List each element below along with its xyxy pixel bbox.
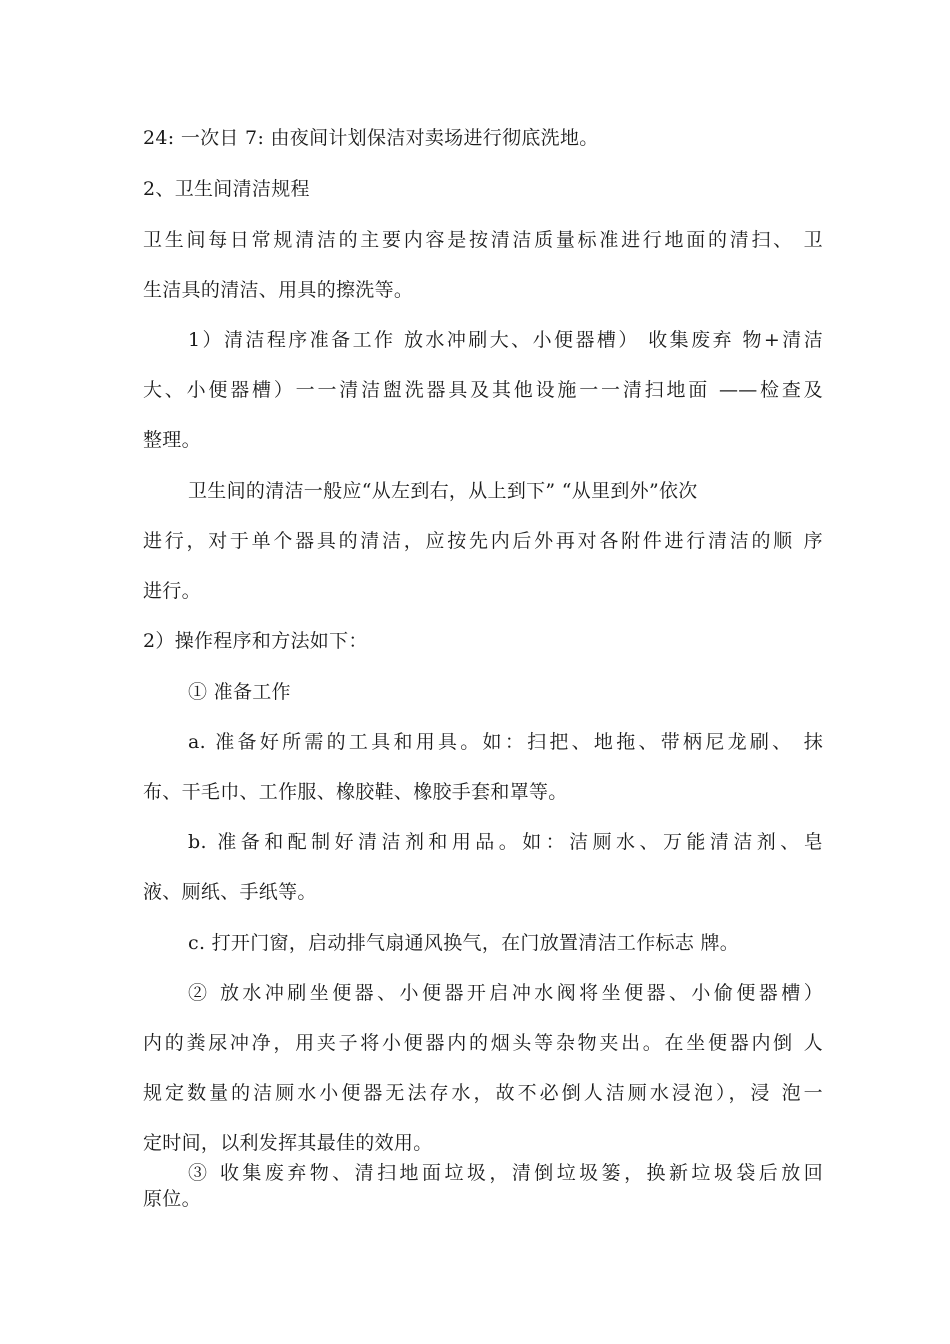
text-line: 整理。: [143, 429, 201, 451]
text-line: 内的粪尿冲净，用夹子将小便器内的烟头等杂物夹出。在坐便器内倒 人: [143, 1032, 823, 1054]
text-line: a. 准备好所需的工具和用具。如：扫把、地拖、带柄尼龙刷、 抹: [188, 731, 823, 753]
text-line: 规定数量的洁厕水小便器无法存水，故不必倒人洁厕水浸泡），浸 泡一: [143, 1082, 823, 1104]
text-line: c. 打开门窗，启动排气扇通风换气，在门放置清洁工作标志 牌。: [188, 932, 740, 954]
text-line: ① 准备工作: [188, 681, 291, 703]
text-line: 布、干毛巾、工作服、橡胶鞋、橡胶手套和罩等。: [143, 781, 568, 803]
text-line: ③ 收集废弃物、清扫地面垃圾，清倒垃圾篓，换新垃圾袋后放回: [188, 1162, 823, 1184]
text-line: 卫生间每日常规清洁的主要内容是按清洁质量标准进行地面的清扫、 卫: [143, 229, 823, 251]
text-line: 24: 一次日 7: 由夜间计划保洁对卖场进行彻底洗地。: [143, 127, 599, 149]
text-line: ② 放水冲刷坐便器、小便器开启冲水阀将坐便器、小偷便器槽）: [188, 982, 823, 1004]
text-line: 液、厕纸、手纸等。: [143, 881, 317, 903]
text-line: b. 准备和配制好清洁剂和用品。如：洁厕水、万能清洁剂、皂: [188, 831, 823, 853]
text-line: 1）清洁程序准备工作 放水冲刷大、小便器槽） 收集废弃 物+清洁: [188, 329, 823, 351]
text-line: 定时间，以利发挥其最佳的效用。: [143, 1132, 433, 1154]
text-line: 生洁具的清洁、用具的擦洗等。: [143, 279, 414, 301]
text-line: 进行，对于单个器具的清洁，应按先内后外再对各附件进行清洁的顺 序: [143, 530, 823, 552]
text-line: 卫生间的清洁一般应“从左到右，从上到下” “从里到外”依次: [188, 480, 698, 502]
text-line: 大、小便器槽）一一清洁盥洗器具及其他设施一一清扫地面 ——检查及: [143, 379, 823, 401]
section-heading: 2）操作程序和方法如下：: [143, 630, 368, 652]
text-line: 进行。: [143, 580, 201, 602]
section-heading: 2、卫生间清洁规程: [143, 178, 310, 200]
text-line: 原位。: [143, 1188, 201, 1210]
